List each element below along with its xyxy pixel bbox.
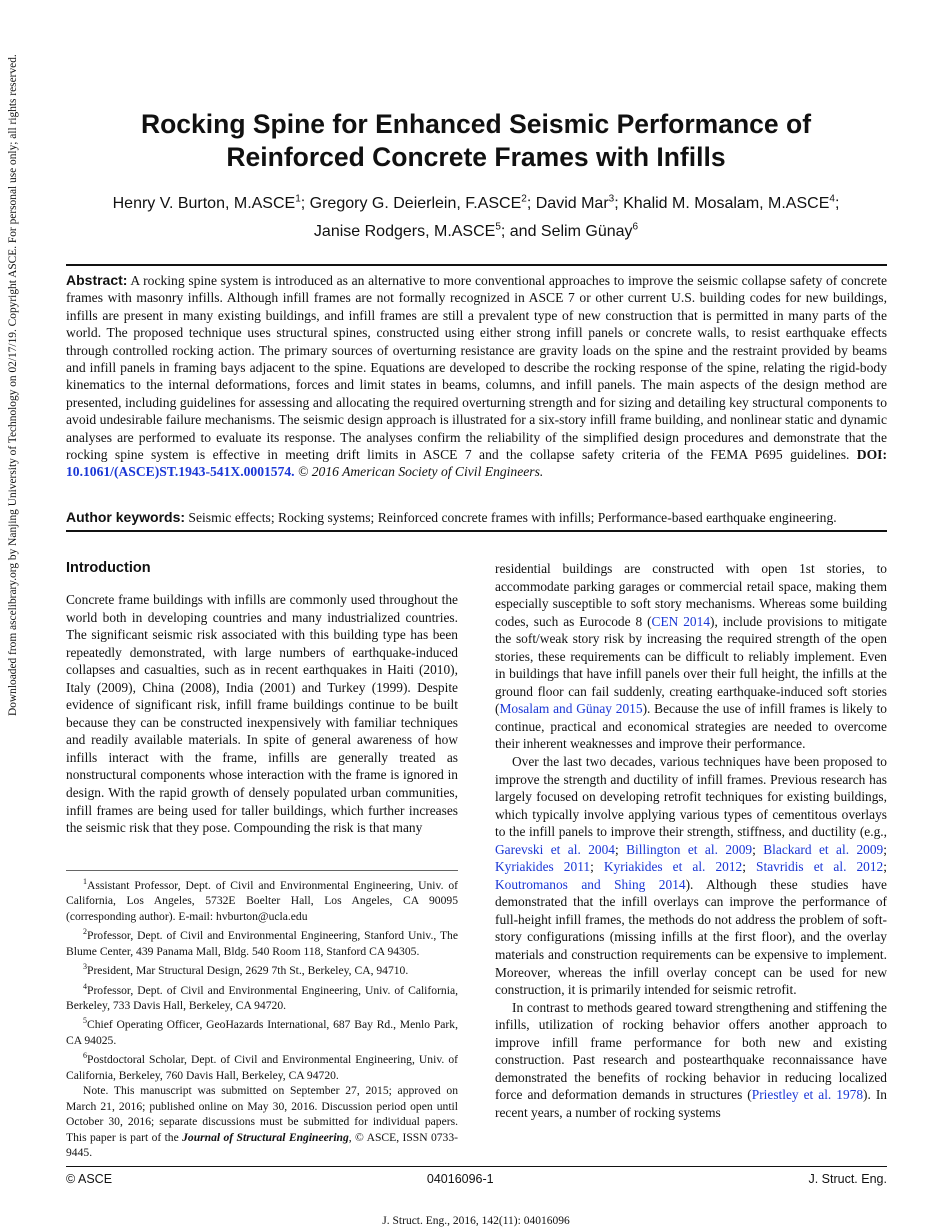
citation: J. Struct. Eng., 2016, 142(11): 04016096 [382,1215,570,1227]
footnote: $^6$Postdoctoral Scholar, Dept. of Civil and Environmental Engineering, Univ. of California, Berkeley, 760 Davis Hall, Berkeley, CA 94720. [66,1051,458,1082]
left-column [66,591,458,837]
reference-link[interactable]: Billington et al. 2009 [626,841,753,857]
paragraph [66,591,458,837]
paragraph-text: ; [752,841,764,857]
author: Janise Rodgers, M.ASCE$^5$; and [313,221,541,240]
paragraph-text: ; [590,859,604,875]
abstract [66,272,887,481]
abstract-label: Abstract: [66,272,128,288]
paragraph [495,560,887,753]
paragraph [495,999,887,1122]
download-notice: Downloaded from ascelibrary.org by Nanjing University of Technology on 02/17/19. Copyright ASCE. For personal use only; all rights reserved. [7,54,19,716]
paragraph-text: ), include provisions to mitigate the soft/weak story risk by increasing the required strength of the open stories, these requirements can be difficult to reliably implement. Even in buildings that have infill panels over their full height, the infills at the ground floor can fail suddenly, creating earthquake-induced soft stories ( [495,613,887,717]
reference-link[interactable]: Garevski et al. 2004 [495,841,615,857]
author-keywords [66,508,887,527]
page-footer [66,1172,887,1186]
author: Gregory G. Deierlein, F.ASCE$^2$; [309,194,536,213]
paragraph-text: Over the last two decades, various techniques have been proposed to improve the strength and ductility of infill frames. Previous research has largely focused on developing retrofit techniques for existing buildings, which typically involve applying various types of cementitous overlays to the infill panels to improve their strength, stiffness, and ductility (e.g., [495,754,887,840]
abstract-text: A rocking spine system is introduced as an alternative to more conventional approaches to improve the seismic collapse safety of concrete frames with masonry infills. Although infill frames are not formally recognized in ASCE 7 or other current U.S. building codes for new buildings, infills are present in many existing buildings, and infill frames are still a prevalent type of new construction that is permitted in many parts of the world. The proposed technique uses structural spines, constructed using either strong infill panels or concrete walls, to resist earthquake effects through controlled rocking action. The primary sources of overturning resistance are gravity loads on the spine and the restraint provided by beams and infill panels in framing bays adjacent to the spine. Equations are developed to describe the rocking response of the spine, relating the rigid-body kinematics to the internal deformations, forces and limit states in beams, columns, and infill panels. The main aspects of the design method are presented, including guidelines for assessing and allocating the required overturning strength and for sizing and detailing key structural components to avoid undesirable failure mechanisms. The seismic design approach is illustrated for a six-story infill frame building, and nonlinear static and dynamic analyses are performed to evaluate its response. The analyses confirm the reliability of the simplified design procedures and demonstrate that the rocking spine system is effective in meeting drift limits in ASCE 7 and the collapse safety criteria of the FEMA P695 guidelines. [66,273,887,463]
footnote: $^3$President, Mar Structural Design, 2629 7th St., Berkeley, CA, 94710. [83,962,409,978]
author: Khalid M. Mosalam, M.ASCE$^4$; [623,194,840,213]
paragraph [495,753,887,999]
author-list [0,188,952,243]
divider [66,530,887,532]
paragraph-text: ; [742,859,757,875]
paragraph-text: residential buildings are constructed with open 1st stories, to accommodate parking garages or commercial retail space, making them especially susceptible to soft story mechanisms. Whereas some building codes, such as Eurocode 8 ( [495,561,887,629]
paper-title [0,108,952,174]
reference-link[interactable]: CEN 2014 [651,613,711,629]
paragraph-text: ). Because the use of infill frames is likely to continue, practical and economical strategies are needed to overcome their inherent weaknesses and improve their performance. [495,701,887,752]
paragraph-text: Concrete frame buildings with infills are commonly used throughout the world both in developing countries and many industrialized countries. The significant seismic risk associated with this building type has been repeatedly demonstrated, with large numbers of earthquake-induced collapses and casualties, such as in recent earthquakes in Haiti (2010), Italy (2009), China (2008), India (2001) and Turkey (1999). Despite evidence of significant risk, infill frame buildings continue to be built because they can be constructed inexpensively with familiar techniques and readily available materials. In spite of general awareness of how infills interact with the frame, infills are generally treated as nonstructural components whose interaction with the frame is ignored in design. With the rapid growth of densely populated urban communities, infill frames are being used for taller buildings, which further increases the seismic risk that they pose. Compounding the risk is that many [66,592,458,836]
paragraph-text: ; [883,859,887,875]
footer-divider [66,1166,887,1167]
reference-link[interactable]: Blackard et al. 2009 [763,841,884,857]
footer-publisher: © ASCE [66,1172,113,1186]
paragraph-text: In contrast to methods geared toward strengthening and stiffening the infills, utilization of rocking behavior offers another approach to improve infill frame performance for both new and existing construction. Past research and postearthquake reconnaissance have demonstrated the benefits of rocking behavior in reducing localized force and deformation demands in structures ( [495,999,887,1103]
reference-link[interactable]: Kyriakides 2011 [495,859,591,875]
footnote: $^1$Assistant Professor, Dept. of Civil and Environmental Engineering, Univ. of California, Los Angeles, 5732E Boelter Hall, Los Angeles, CA 90095 (corresponding author). E-mail: hvburton@ucla.edu [66,877,458,923]
keywords-text: Seismic effects; Rocking systems; Reinforced concrete frames with infills; Performance-based earthquake engineering. [185,510,837,525]
footnotes [66,874,458,1161]
reference-link[interactable]: Kyriakides et al. 2012 [603,859,743,875]
reference-link[interactable]: Koutromanos and Shing 2014 [495,876,686,892]
page-number: 04016096-1 [426,1172,494,1186]
section-heading: Introduction [66,560,151,576]
footnote: $^4$Professor, Dept. of Civil and Environmental Engineering, Univ. of California, Berkeley, 733 Davis Hall, Berkeley, CA 94720. [66,981,458,1012]
reference-link[interactable]: Stavridis et al. 2012 [756,859,884,875]
author: David Mar$^3$; [535,194,624,213]
right-column [495,560,887,1122]
author: Henry V. Burton, M.ASCE$^1$; [112,194,310,213]
footnote-divider [66,870,458,871]
paragraph-text: ; [883,841,887,857]
divider [66,264,887,266]
footer-journal: J. Struct. Eng. [808,1172,887,1186]
manuscript-note: Note. This manuscript was submitted on September 27, 2015; approved on March 21, 2016; published online on May 30, 2016. Discussion period open until October 30, 2016; separate discussions must be submitted for individual papers. This paper is part of the Journal of Structural Engineering, © ASCE, ISSN 0733-9445. [66,1084,459,1160]
footnote: $^2$Professor, Dept. of Civil and Environmental Engineering, Stanford Univ., The Blume Center, 439 Panama Mall, Bldg. 540 Room 118, Stanford CA 94305. [66,927,458,958]
doi-label: DOI: [856,447,887,463]
author: Selim Günay$^6$ [540,221,639,240]
copyright: © 2016 American Society of Civil Engineers. [298,464,544,480]
keywords-label: Author keywords: [66,509,186,525]
paragraph-text: ). Although these studies have demonstrated that the infill overlays can improve the performance of full-height infill frames, the methods do not address the problem of soft-story configurations (missing infills at the first floor), and the overlay materials and construction requirements can be expensive to implement. Moreover, whereas the infill overlay concept can be used for new construction, it is primarily intended for seismic retrofit. [495,876,887,998]
paragraph-text: ; [615,841,627,857]
footnote: $^5$Chief Operating Officer, GeoHazards International, 687 Bay Rd., Menlo Park, CA 94025. [66,1016,458,1047]
doi-link[interactable]: 10.1061/(ASCE)ST.1943-541X.0001574. [66,464,295,480]
paragraph-text: ). In recent years, a number of rocking systems [495,1087,887,1120]
title-line: Reinforced Concrete Frames with Infills [226,142,726,172]
reference-link[interactable]: Mosalam and Günay 2015 [499,701,643,717]
title-line: Rocking Spine for Enhanced Seismic Performance of [140,109,812,139]
reference-link[interactable]: Priestley et al. 1978 [751,1087,864,1103]
